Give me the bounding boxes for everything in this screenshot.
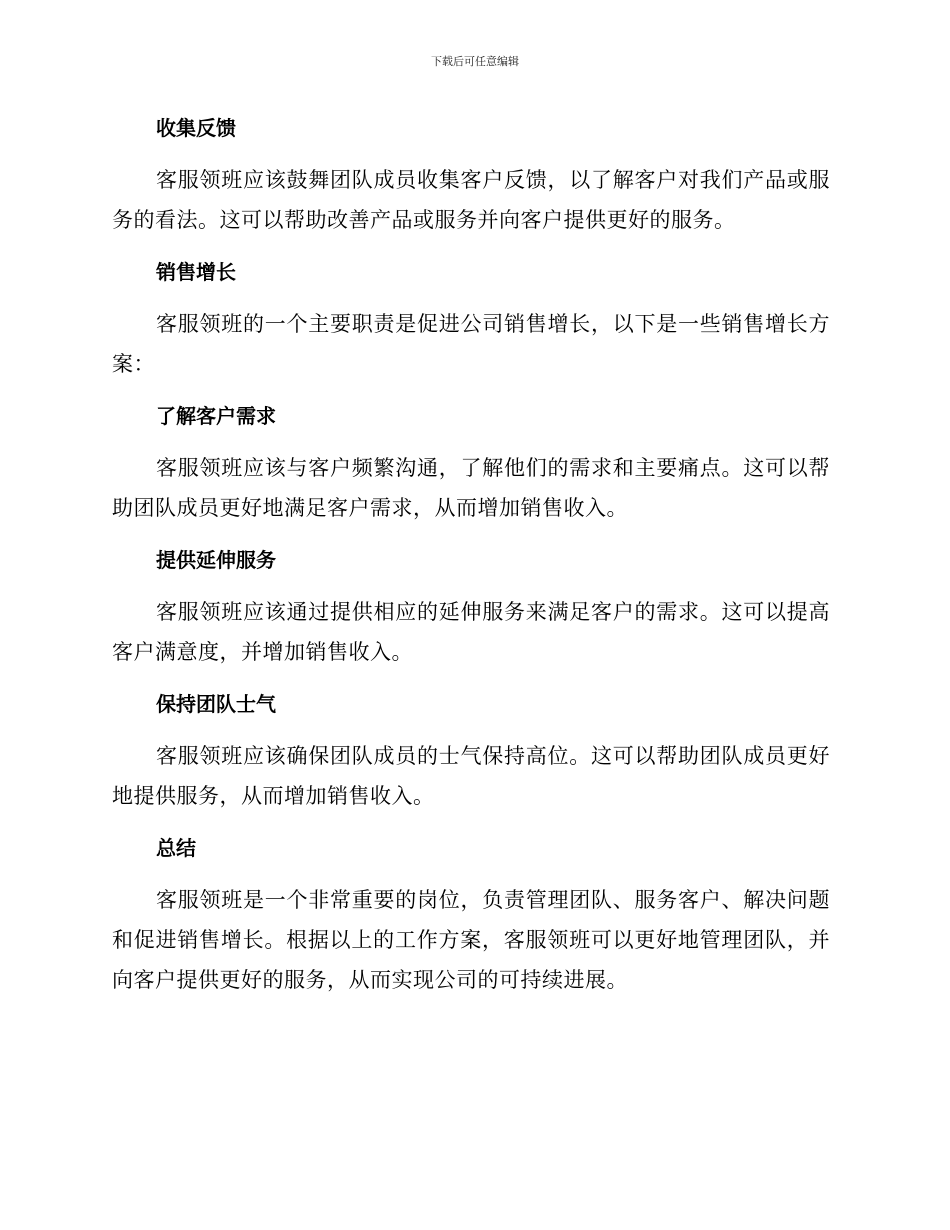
section-paragraph-team-morale: 客服领班应该确保团队成员的士气保持高位。这可以帮助团队成员更好地提供服务，从而增加销售收入。 xyxy=(112,744,830,808)
section-heading-understand-needs: 了解客户需求 xyxy=(156,404,276,428)
section-paragraph-sales-growth: 客服领班的一个主要职责是促进公司销售增长，以下是一些销售增长方案： xyxy=(112,312,830,376)
section-paragraph-collect-feedback: 客服领班应该鼓舞团队成员收集客户反馈，以了解客户对我们产品或服务的看法。这可以帮助改善产品或服务并向客户提供更好的服务。 xyxy=(112,168,830,232)
page-header: 下载后可任意编辑 xyxy=(431,55,519,68)
section-heading-team-morale: 保持团队士气 xyxy=(156,692,276,716)
document-body xyxy=(112,108,830,1012)
section-heading-summary: 总结 xyxy=(156,836,196,860)
section-paragraph-summary: 客服领班是一个非常重要的岗位，负责管理团队、服务客户、解决问题和促进销售增长。根据以上的工作方案，客服领班可以更好地管理团队，并向客户提供更好的服务，从而实现公司的可持续进展。 xyxy=(112,888,830,992)
section-paragraph-understand-needs: 客服领班应该与客户频繁沟通，了解他们的需求和主要痛点。这可以帮助团队成员更好地满足客户需求，从而增加销售收入。 xyxy=(112,456,830,520)
section-paragraph-extended-services: 客服领班应该通过提供相应的延伸服务来满足客户的需求。这可以提高客户满意度，并增加销售收入。 xyxy=(112,600,830,664)
section-heading-collect-feedback: 收集反馈 xyxy=(156,116,236,140)
section-heading-sales-growth: 销售增长 xyxy=(156,260,236,284)
section-heading-extended-services: 提供延伸服务 xyxy=(156,548,276,572)
